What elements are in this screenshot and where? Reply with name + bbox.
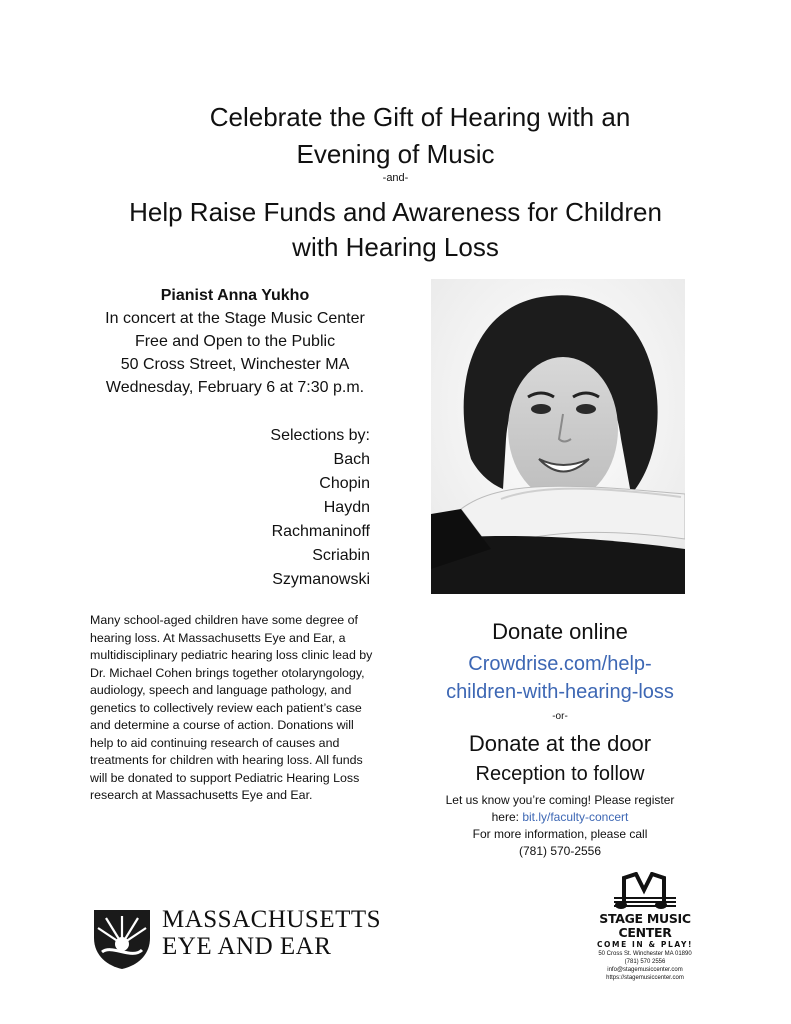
register-line-2	[405, 809, 715, 826]
or-separator: -or-	[552, 711, 568, 722]
datetime: Wednesday, February 6 at 7:30 p.m.	[105, 379, 365, 396]
crowdrise-link-line-1: Crowdrise.com/help-	[468, 653, 652, 675]
mee-shield-icon	[92, 908, 152, 970]
pianist-photo	[431, 279, 685, 594]
composer: Bach	[333, 451, 370, 468]
mee-wordmark	[162, 906, 381, 960]
info-line: For more information, please call	[472, 827, 648, 841]
event-details	[85, 284, 385, 399]
composer: Haydn	[323, 499, 370, 516]
composer: Rachmaninoff	[271, 523, 370, 540]
hearing-loss-description: Many school-aged children have some degree of hearing loss. At Massachusetts Eye and Ear, a multidisciplinary pediatric hearing loss clinic lead by Dr. Michael Cohen brings together otolaryngology, audiology, speech and language pathology, and genetics to collectively review each patient’s case and determine a course of action. Donations will help to aid continuing research of causes and treatments for children with hearing loss. All funds will be donated to support Pediatric Hearing Loss research at Massachusetts Eye and Ear.	[90, 613, 373, 802]
smc-website[interactable]: https://stagemusiccenter.com	[606, 975, 684, 981]
admission: Free and Open to the Public	[134, 333, 336, 350]
crowdrise-link[interactable]	[405, 650, 715, 706]
smc-name: STAGE MUSIC CENTER	[599, 911, 691, 940]
donate-door-heading: Donate at the door	[468, 731, 652, 756]
smc-address: 50 Cross St. Winchester MA 01890	[598, 951, 692, 957]
stage-music-center-logo	[575, 872, 715, 982]
venue: In concert at the Stage Music Center	[105, 310, 365, 327]
smc-email[interactable]: info@stagemusiccenter.com	[607, 967, 683, 973]
phone-number: (781) 570-2556	[518, 844, 602, 858]
smc-tagline: COME IN & PLAY!	[596, 940, 694, 949]
music-note-icon	[610, 872, 680, 912]
register-prefix: here:	[491, 810, 523, 824]
composer: Szymanowski	[272, 571, 370, 588]
composer: Chopin	[319, 475, 370, 492]
reception-note: Reception to follow	[475, 763, 645, 785]
selections-list	[250, 424, 370, 592]
mee-line-1: MASSACHUSETTS	[162, 906, 382, 933]
mee-line-2: EYE AND EAR	[162, 933, 332, 960]
and-separator: -and-	[382, 172, 409, 184]
register-link[interactable]: bit.ly/faculty-concert	[522, 810, 629, 824]
register-note	[405, 792, 715, 860]
smc-phone: (781) 570 2556	[624, 959, 666, 965]
title-line-3: Help Raise Funds and Awareness for Children	[129, 197, 662, 227]
crowdrise-link-line-2: children-with-hearing-loss	[446, 681, 674, 703]
register-line-1: Let us know you’re coming! Please register	[445, 793, 675, 807]
donate-online-heading: Donate online	[492, 619, 628, 644]
selections-heading: Selections by:	[270, 427, 370, 444]
title-line-4: with Hearing Loss	[292, 232, 499, 262]
pianist-name: Pianist Anna Yukho	[160, 287, 310, 304]
title-line-1: Celebrate the Gift of Hearing with an	[209, 102, 631, 132]
composer: Scriabin	[312, 547, 370, 564]
address: 50 Cross Street, Winchester MA	[120, 356, 350, 373]
donate-section	[405, 618, 715, 860]
title-line-2: Evening of Music	[296, 139, 495, 169]
